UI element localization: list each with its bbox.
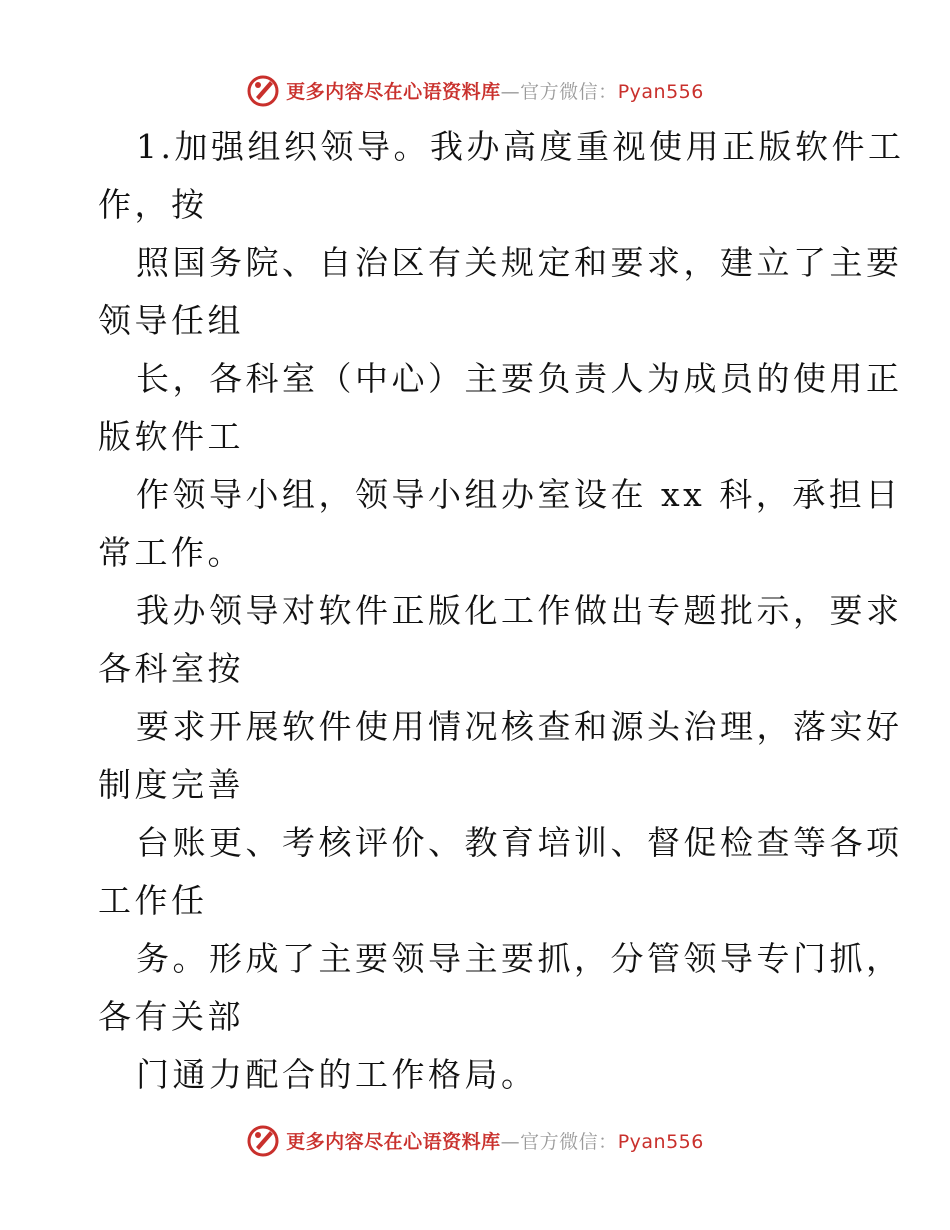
- watermark-wechat-label: 官方微信：: [520, 1130, 618, 1153]
- paragraph-line: 我办领导对软件正版化工作做出专题批示，要求: [136, 591, 903, 630]
- brand-logo-icon: [246, 73, 280, 107]
- paragraph-line: 1.加强组织领导。我办高度重视使用正版软件工: [136, 127, 905, 166]
- paragraph-line: 长，各科室（中心）主要负责人为成员的使用正: [136, 359, 903, 398]
- paragraph-line: 作，按: [98, 185, 208, 224]
- paragraph-line: 台账更、考核评价、教育培训、督促检查等各项: [136, 823, 903, 862]
- watermark-brand: 更多内容尽在心语资料库: [286, 80, 501, 103]
- watermark-text: [286, 1127, 704, 1154]
- paragraph-line: 版软件工: [98, 417, 244, 456]
- watermark-separator: —: [500, 1130, 521, 1153]
- watermark-separator: —: [500, 80, 521, 103]
- paragraph-line: 工作任: [98, 881, 208, 920]
- watermark-wechat-id: Pyan556: [617, 1130, 704, 1153]
- paragraph-line: 照国务院、自治区有关规定和要求，建立了主要: [136, 243, 903, 282]
- paragraph-line: 作领导小组，领导小组办室设在 xx 科，承担日: [136, 475, 902, 514]
- paragraph-line: 务。形成了主要领导主要抓，分管领导专门抓，: [136, 939, 903, 978]
- watermark-wechat-label: 官方微信：: [520, 80, 618, 103]
- watermark-wechat-id: Pyan556: [617, 80, 704, 103]
- paragraph-line: 要求开展软件使用情况核查和源头治理，落实好: [136, 707, 903, 746]
- paragraph-line: 各科室按: [98, 649, 244, 688]
- footer-watermark: [0, 1120, 950, 1160]
- paragraph-line: 各有关部: [98, 997, 244, 1036]
- watermark-text: [286, 77, 704, 104]
- paragraph-line: 制度完善: [98, 765, 244, 804]
- document-body: [98, 118, 905, 1104]
- brand-logo-icon: [246, 1123, 280, 1157]
- paragraph-line: 领导任组: [98, 301, 244, 340]
- paragraph-line: 常工作。: [98, 533, 244, 572]
- paragraph-line: 门通力配合的工作格局。: [136, 1055, 538, 1094]
- watermark-brand: 更多内容尽在心语资料库: [286, 1130, 501, 1153]
- header-watermark: [0, 70, 950, 110]
